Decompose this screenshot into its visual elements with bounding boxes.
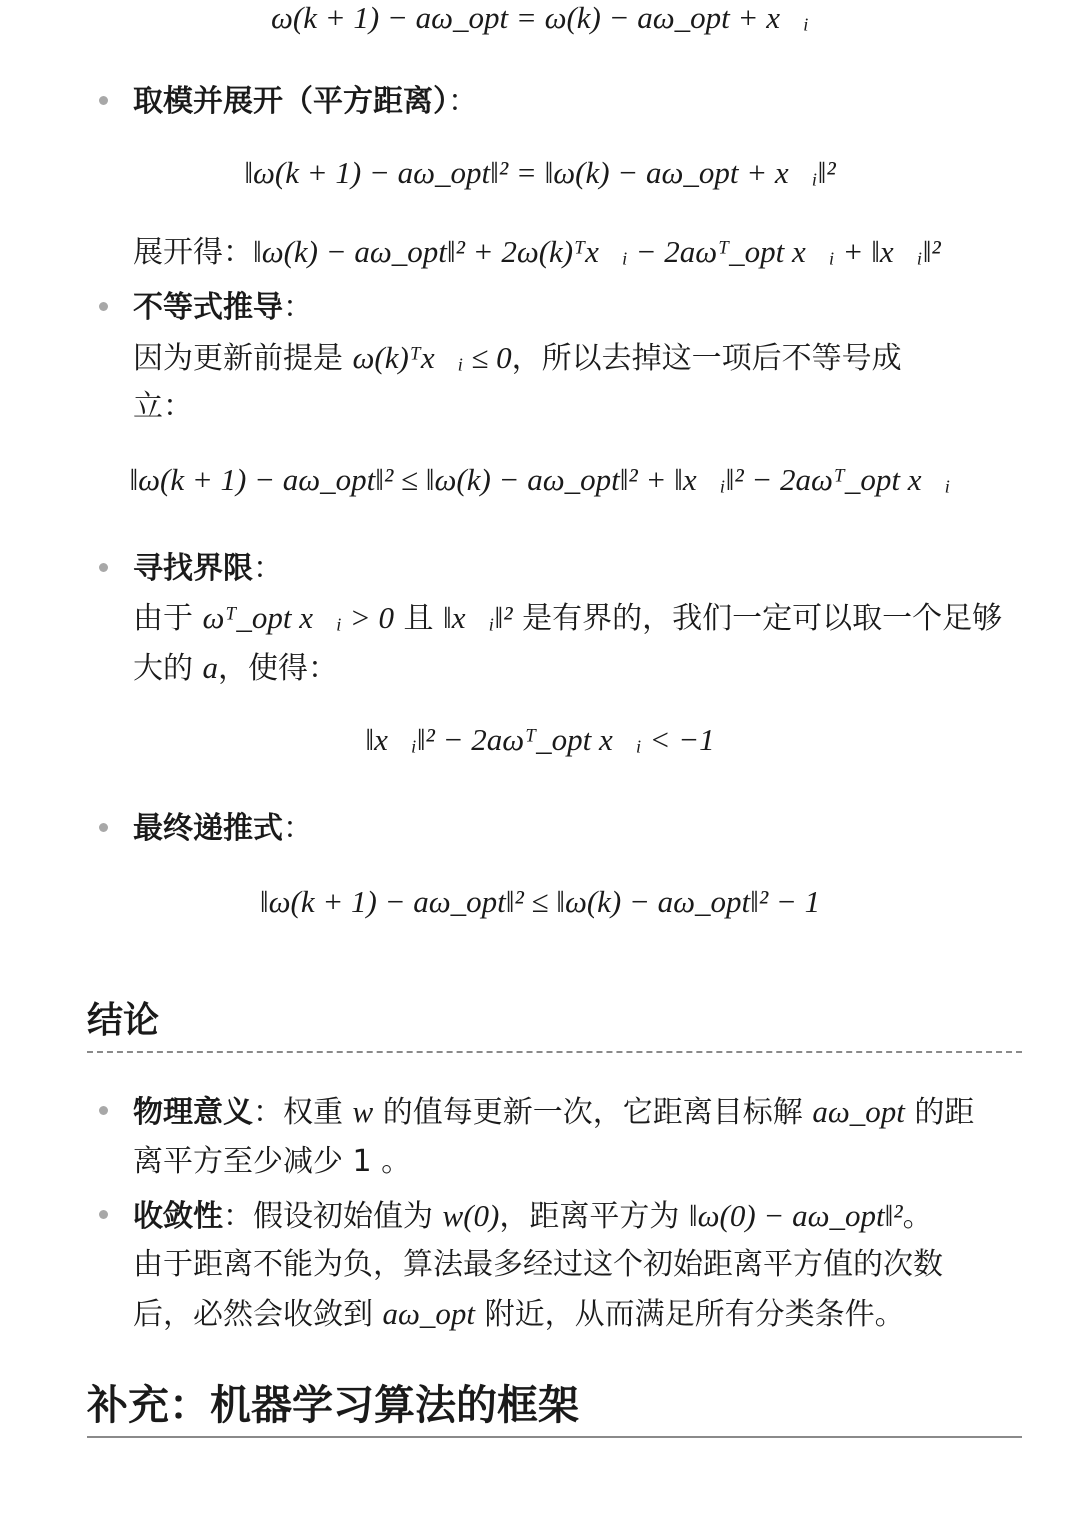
bullet-dot [99,96,108,105]
inequality-line-2: 立： [133,389,193,424]
colon: ： [283,290,313,325]
norm-expand-heading [133,76,478,127]
bound-title: 寻找界限 [133,551,253,586]
bound-heading [133,543,283,594]
inequality-heading [133,282,313,333]
section-divider [87,1051,1022,1053]
supplement-heading: 补充：机器学习算法的框架 [87,1381,579,1429]
section-divider [87,1436,1022,1438]
final-heading [133,803,313,854]
update-equation: ω(k + 1) − aω_opt = ω(k) − aω_opt + x⃗ᵢ [271,0,809,35]
text-run: 是有界的，我们一定可以取一个足够 [512,601,1003,636]
text-run: 由于 [133,601,203,636]
bound-math-a: a [202,650,219,685]
convergence-line-3 [133,1288,905,1340]
bound-math-1: ωᵀ_opt x⃗ᵢ > 0 [202,600,394,635]
text-run: 后，必然会收敛到 [133,1297,383,1332]
physical-math-w: w [352,1094,374,1129]
bound-equation: ‖x⃗ᵢ‖² − 2aωᵀ_opt x⃗ᵢ < −1 [365,722,715,757]
norm-expand-title: 取模并展开（平方距离） [133,84,448,119]
text-run: 的值每更新一次，它距离目标解 [373,1095,813,1130]
colon: ： [223,1199,253,1234]
bound-line-1 [133,592,1002,644]
physical-label: 物理意义 [133,1095,253,1130]
physical-line-2: 离平方至少减少 1 。 [133,1144,412,1179]
convergence-math-target: aω_opt [382,1296,476,1331]
physical-math-target: aω_opt [812,1094,905,1129]
norm-equation: ‖ω(k + 1) − aω_opt‖² = ‖ω(k) − aω_opt + x⃗ᵢ‖² [244,155,836,190]
colon: ： [253,1095,283,1130]
text-run: 大的 [133,651,203,686]
convergence-label: 收敛性 [133,1199,223,1234]
inequality-title: 不等式推导 [133,290,283,325]
inequality-equation: ‖ω(k + 1) − aω_opt‖² ≤ ‖ω(k) − aω_opt‖² + ‖x⃗ᵢ‖² − 2aωᵀ_opt x⃗ᵢ [129,462,951,497]
text-run: 假设初始值为 [253,1199,443,1234]
text-run: 附近，从而满足所有分类条件。 [475,1297,905,1332]
bullet-dot [99,1210,108,1219]
colon: ： [283,811,313,846]
colon: ： [448,84,478,119]
bound-line-2 [133,642,338,694]
convergence-line-2: 由于距离不能为负，算法最多经过这个初始距离平方值的次数 [133,1247,943,1282]
bullet-dot [99,302,108,311]
final-equation: ‖ω(k + 1) − aω_opt‖² ≤ ‖ω(k) − aω_opt‖² − 1 [259,884,821,919]
inequality-line-1 [133,332,902,384]
convergence-line-1 [133,1190,933,1242]
bound-math-2: ‖x⃗ᵢ‖² [443,600,513,635]
expand-label: 展开得： [133,235,253,270]
bullet-dot [99,823,108,832]
text-run: ，使得： [218,651,339,686]
final-title: 最终递推式 [133,811,283,846]
convergence-math-w0: w(0) [442,1198,500,1233]
premise-math: ω(k)ᵀx⃗ᵢ ≤ 0 [352,340,512,375]
text-run: 。 [902,1199,933,1234]
bullet-dot [99,563,108,572]
text-run: 且 [393,601,444,636]
bullet-dot [99,1106,108,1115]
convergence-math-dist: ‖ω(0) − aω_opt‖² [688,1198,903,1233]
text-run: ，所以去掉这一项后不等号成 [511,341,902,376]
physical-line-1 [133,1086,974,1138]
text-run: 的距 [904,1095,975,1130]
conclusion-heading: 结论 [87,1000,160,1041]
text-run: 因为更新前提是 [133,341,353,376]
expand-math: ‖ω(k) − aω_opt‖² + 2ω(k)ᵀx⃗ᵢ − 2aωᵀ_opt x⃗ᵢ + ‖x⃗ᵢ‖² [253,234,941,269]
text-run: ，距离平方为 [499,1199,689,1234]
colon: ： [253,551,283,586]
text-run: 权重 [283,1095,353,1130]
expand-line [133,226,941,278]
